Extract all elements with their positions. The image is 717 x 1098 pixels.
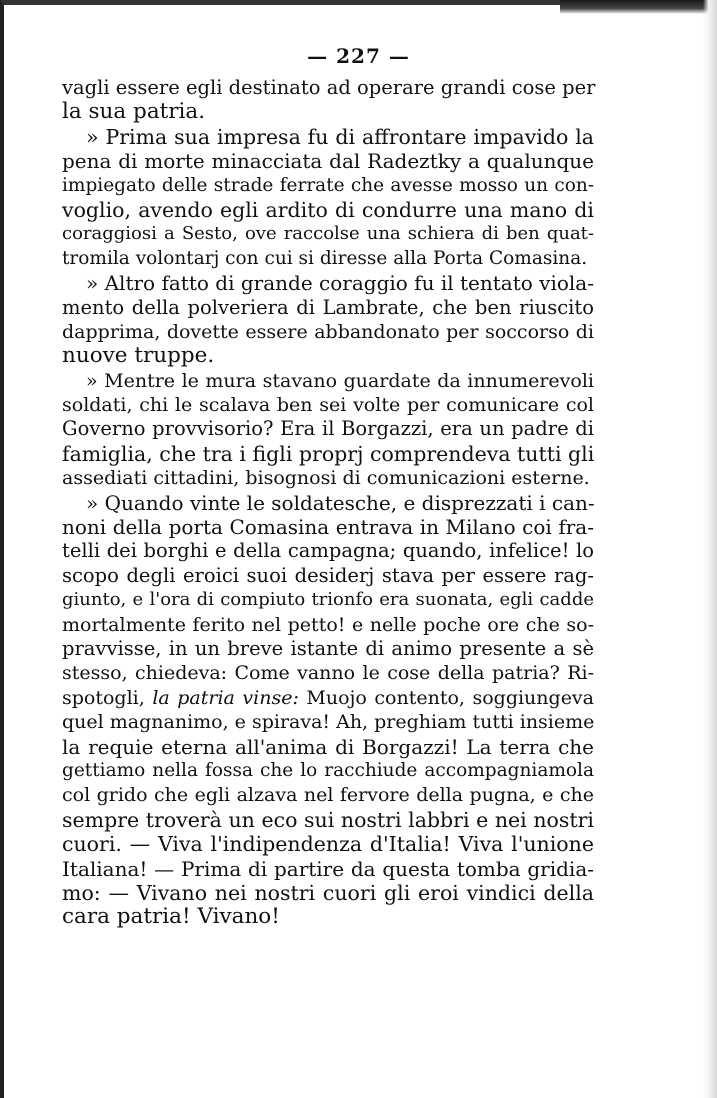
text-line: gettiamo nella fossa che lo racchiude accompagniamola (62, 759, 594, 781)
page-number: — 227 — (307, 44, 410, 68)
text-line-part: Muojo contento, soggiungeva (298, 686, 594, 709)
text-line: col grido che egli alzava nel fervore della pugna, e che (62, 784, 594, 807)
body-text (62, 76, 594, 930)
scan-shadow-right (703, 0, 717, 1098)
scan-shadow-top (560, 0, 717, 14)
text-line: cara patria! Vivano! (62, 904, 280, 930)
text-line: coraggiosi a Sesto, ove raccolse una schiera di ben quat- (62, 223, 594, 245)
text-line: quel magnanimo, e spirava! Ah, preghiam tutti insieme (62, 711, 595, 734)
text-line (62, 686, 594, 710)
text-line: giunto, e l'ora di compiuto trionfo era suonata, egli cadde (62, 589, 594, 611)
text-line: » Altro fatto di grande coraggio fu il tentato viola- (86, 271, 594, 296)
text-line: mortalmente ferito nel petto! e nelle poche ore che so- (62, 613, 594, 636)
text-line: mento della polveriera di Lambrate, che ben riuscito (62, 295, 594, 319)
text-line: noni della porta Comasina entrava in Milano coi fra- (62, 515, 594, 540)
text-line: Governo provvisorio? Era il Borgazzi, era un padre di (62, 417, 594, 441)
text-line: » Prima sua impresa fu di affrontare impavido la (86, 124, 594, 149)
text-line-part: spotogli, (62, 686, 153, 709)
text-line: scopo degli eroici suoi desiderj stava per essere rag- (62, 563, 594, 587)
text-line: famiglia, che tra i figli proprj comprendeva tutti gli (62, 441, 595, 466)
text-line: impiegato delle strade ferrate che avesse mosso un con- (62, 174, 594, 196)
text-line: voglio, avendo egli ardito di condurre una mano di (62, 197, 594, 222)
text-line: cuori. — Viva l'indipendenza d'Italia! Viva l'unione (62, 832, 594, 857)
text-line: pravvisse, in un breve istante di animo presente a sè (62, 636, 594, 660)
text-line: Italiana! — Prima di partire da questa tomba gridia- (62, 856, 594, 881)
text-line: nuove truppe. (62, 343, 215, 369)
text-line: telli dei borghi e della campagna; quando, infelice! lo (62, 539, 594, 563)
text-line: » Mentre le mura stavano guardate da innumerevoli (86, 369, 594, 392)
text-line: la requie eterna all'anima di Borgazzi! La terra che (62, 734, 594, 759)
italic-quote: la patria vinse: (152, 686, 299, 709)
text-line: pena di morte minacciata dal Radeztky a qualunque (62, 149, 594, 174)
text-line: tromila volontarj con cui si diresse alla Porta Comasina. (62, 247, 588, 269)
text-line: mo: — Vivano nei nostri cuori gli eroi vindici della (62, 880, 594, 905)
text-line: dapprima, dovette essere abbandonato per soccorso di (62, 320, 594, 343)
text-line: soldati, chi le scalava ben sei volte per comunicare col (62, 394, 594, 417)
text-line: » Quando vinte le soldatesche, e disprezzati i can- (86, 490, 595, 515)
text-line: la sua patria. (62, 99, 206, 125)
text-line: sempre troverà un eco sui nostri labbri e nei nostri (62, 807, 594, 832)
text-line: vagli essere egli destinato ad operare grandi cose per (62, 76, 596, 99)
text-line: assediati cittadini, bisognosi di comunicazioni esterne. (62, 467, 590, 490)
text-line: stesso, chiedeva: Come vanno le cose della patria? Ri- (62, 662, 594, 685)
